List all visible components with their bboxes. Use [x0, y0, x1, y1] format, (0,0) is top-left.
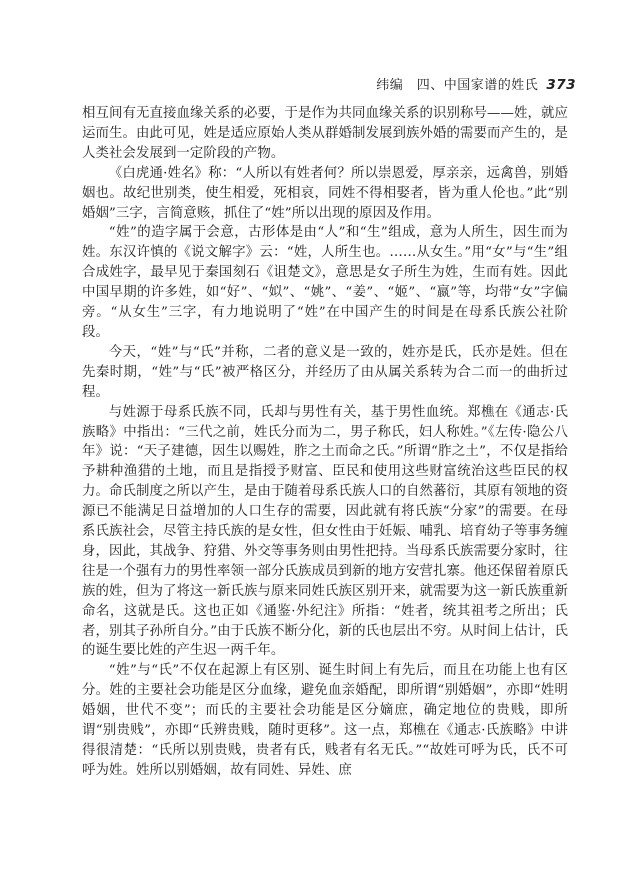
- paragraph: 相互间有无直接血缘关系的必要，于是作为共同血缘关系的识别称号——姓，就应运而生。由此可见，姓是适应原始人类从群婚制发展到族外婚的需要而产生的，是人类社会发展到一定阶段的产物。: [82, 106, 568, 161]
- paragraph: “姓”与“氏”不仅在起源上有区别、诞生时间上有先后，而且在功能上也有区分。姓的主要社会功能是区分血缘，避免血亲婚配，即所谓“别婚姻”，亦即“姓明婚姻，世代不变”；而氏的主要社会功能是区分嫡庶，确定地位的贵贱，即所谓“别贵贱”，亦即“氏辨贵贱，随时更移”。这一点，郑樵在《通志·氏族略》中讲得很清楚：“氏所以别贵贱，贵者有氏，贱者有名无氏。”“故姓可呼为氏，氏不可呼为姓。姓所以别婚姻，故有同姓、异姓、庶: [82, 663, 568, 778]
- page-number: 373: [546, 77, 576, 93]
- paragraph: 《白虎通·姓名》称：“人所以有姓者何？所以崇恩爱，厚亲亲，远禽兽，别婚姻也。故纪世别类，使生相爱，死相哀，同姓不得相娶者，皆为重人伦也。”此“别婚姻”三字，言简意赅，抓住了“姓”所以出现的原因及作用。: [82, 165, 568, 221]
- section-title: 纬编 四、中国家谱的姓氏: [376, 78, 539, 93]
- body-text: [82, 104, 568, 781]
- paragraph: 与姓源于母系氏族不同，氏却与男性有关，基于男性血统。郑樵在《通志·氏族略》中指出：“三代之前，姓氏分而为二，男子称氏，妇人称姓。”《左传·隐公八年》说：“天子建德，因生以赐姓，胙之土而命之氏。”所谓“胙之土”，不仅是指给予耕种渔猎的土地，而且是指授予财富、臣民和使用这些财富统治这些臣民的权力。命氏制度之所以产生，是由于随着母系氏族人口的自然蕃衍，其原有领地的资源已不能满足日益增加的人口生存的需要，因此就有将氏族“分家”的需要。在母系氏族社会，尽管主持氏族的是女性，但女性由于妊娠、哺乳、培育幼子等事务缠身，因此，其战争、狩猎、外交等事务则由男性把持。当母系氏族需要分家时，往往是一个强有力的男性率领一部分氏族成员到新的地方安营扎寨。他还保留着原氏族的姓，但为了将这一新氏族与原来同姓氏族区别开来，就需要为这一新氏族重新命名，这就是氏。这也正如《通鉴·外纪注》所指：“姓者，统其祖考之所出；氏者，别其子孙所自分。”由于氏族不断分化，新的氏也层出不穷。从时间上估计，氏的诞生要比姓的产生迟一两千年。: [82, 404, 568, 659]
- paragraph: “姓”的造字属于会意，古形体是由“人”和“生”组成，意为人所生，因生而为姓。东汉许慎的《说文解字》云：“姓，人所生也。……从女生。”用“女”与“生”组合成姓字，最早见于秦国刻石《诅楚文》，意思是女子所生为姓，生而有姓。因此中国早期的许多姓，如“好”、“姒”、“姚”、“姜”、“姬”、“嬴”等，均带“女”字偏旁。“从女生”三字，有力地说明了“姓”在中国产生的时间是在母系氏族公社阶段。: [82, 225, 568, 340]
- paragraph: 今天，“姓”与“氏”并称，二者的意义是一致的，姓亦是氏，氏亦是姓。但在先秦时期，“姓”与“氏”被严格区分，并经历了由从属关系转为合二而一的曲折过程。: [82, 344, 568, 400]
- running-header: [376, 74, 576, 93]
